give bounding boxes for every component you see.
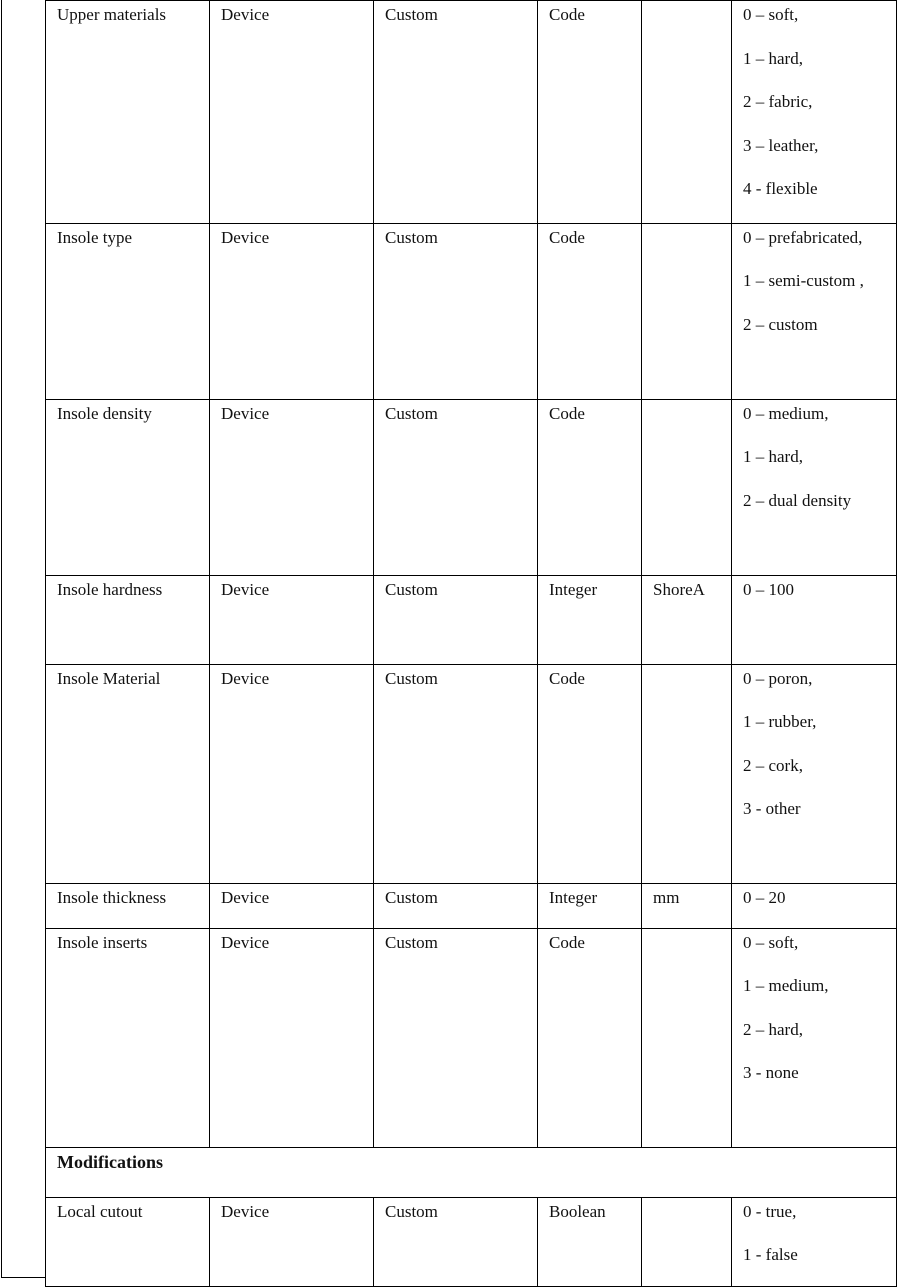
parameter-name-cell: Local cutout: [46, 1197, 210, 1286]
parameter-name-cell: Insole hardness: [46, 575, 210, 664]
values-cell: [732, 1197, 897, 1286]
value-item: 1 – semi-custom ,: [743, 271, 864, 290]
value-item: 2 – dual density: [743, 490, 852, 510]
datatype-cell: Code: [538, 928, 642, 1147]
values-cell: [732, 223, 897, 399]
datatype-cell: Code: [538, 664, 642, 883]
section-heading: Modifications: [46, 1147, 897, 1197]
unit-cell: [642, 1197, 732, 1286]
section-heading-row: [46, 1147, 897, 1197]
type-cell: Custom: [374, 575, 538, 664]
table-row: [46, 928, 897, 1147]
unit-cell: [642, 223, 732, 399]
table-row: [46, 575, 897, 664]
value-item: 0 – medium,: [743, 403, 829, 423]
table-row: [46, 1197, 897, 1286]
parameter-name-cell: Insole inserts: [46, 928, 210, 1147]
page-bottom-border: [1, 1277, 46, 1278]
value-item: 0 – 20: [743, 887, 786, 907]
value-item: 4 - flexible: [743, 179, 818, 198]
value-item: 0 – soft,: [743, 932, 799, 952]
type-cell: Custom: [374, 664, 538, 883]
source-cell: Device: [210, 928, 374, 1147]
unit-cell: [642, 1, 732, 224]
value-item: 2 – fabric,: [743, 92, 813, 111]
value-item: 0 – 100: [743, 579, 794, 599]
value-item: 1 – hard,: [743, 48, 803, 68]
value-item: 3 – leather,: [743, 135, 819, 155]
parameter-name-cell: Insole density: [46, 399, 210, 575]
value-item: 1 – hard,: [743, 447, 803, 466]
datatype-cell: Integer: [538, 883, 642, 928]
value-item: 3 - none: [743, 1063, 799, 1082]
parameter-table: [45, 0, 897, 1287]
unit-cell: [642, 399, 732, 575]
datatype-cell: Boolean: [538, 1197, 642, 1286]
type-cell: Custom: [374, 1, 538, 224]
values-cell: [732, 575, 897, 664]
value-item: 1 - false: [743, 1245, 798, 1264]
datatype-cell: Integer: [538, 575, 642, 664]
datatype-cell: Code: [538, 399, 642, 575]
value-item: 3 - other: [743, 799, 801, 818]
unit-cell: [642, 928, 732, 1147]
value-item: 1 – rubber,: [743, 712, 817, 731]
source-cell: Device: [210, 399, 374, 575]
values-cell: [732, 883, 897, 928]
parameter-name-cell: Upper materials: [46, 1, 210, 224]
value-item: 0 - true,: [743, 1201, 797, 1221]
value-item: 2 – hard,: [743, 1019, 803, 1039]
unit-cell: mm: [642, 883, 732, 928]
table-row: [46, 223, 897, 399]
value-item: 0 – soft,: [743, 5, 799, 24]
values-cell: [732, 1, 897, 224]
source-cell: Device: [210, 664, 374, 883]
values-cell: [732, 399, 897, 575]
table-row: [46, 883, 897, 928]
source-cell: Device: [210, 223, 374, 399]
type-cell: Custom: [374, 399, 538, 575]
datatype-cell: Code: [538, 223, 642, 399]
values-cell: [732, 928, 897, 1147]
value-item: 0 – poron,: [743, 668, 813, 688]
type-cell: Custom: [374, 1197, 538, 1286]
table-row: [46, 399, 897, 575]
unit-cell: ShoreA: [642, 575, 732, 664]
value-item: 2 – custom: [743, 314, 818, 334]
type-cell: Custom: [374, 883, 538, 928]
source-cell: Device: [210, 575, 374, 664]
parameter-name-cell: Insole Material: [46, 664, 210, 883]
values-cell: [732, 664, 897, 883]
source-cell: Device: [210, 1197, 374, 1286]
unit-cell: [642, 664, 732, 883]
parameter-name-cell: Insole thickness: [46, 883, 210, 928]
source-cell: Device: [210, 883, 374, 928]
table-row: [46, 664, 897, 883]
datatype-cell: Code: [538, 1, 642, 224]
page-left-border: [1, 0, 2, 1278]
type-cell: Custom: [374, 928, 538, 1147]
parameter-name-cell: Insole type: [46, 223, 210, 399]
table-row: [46, 1, 897, 224]
value-item: 0 – prefabricated,: [743, 227, 863, 247]
value-item: 1 – medium,: [743, 976, 829, 995]
type-cell: Custom: [374, 223, 538, 399]
source-cell: Device: [210, 1, 374, 224]
value-item: 2 – cork,: [743, 755, 803, 775]
